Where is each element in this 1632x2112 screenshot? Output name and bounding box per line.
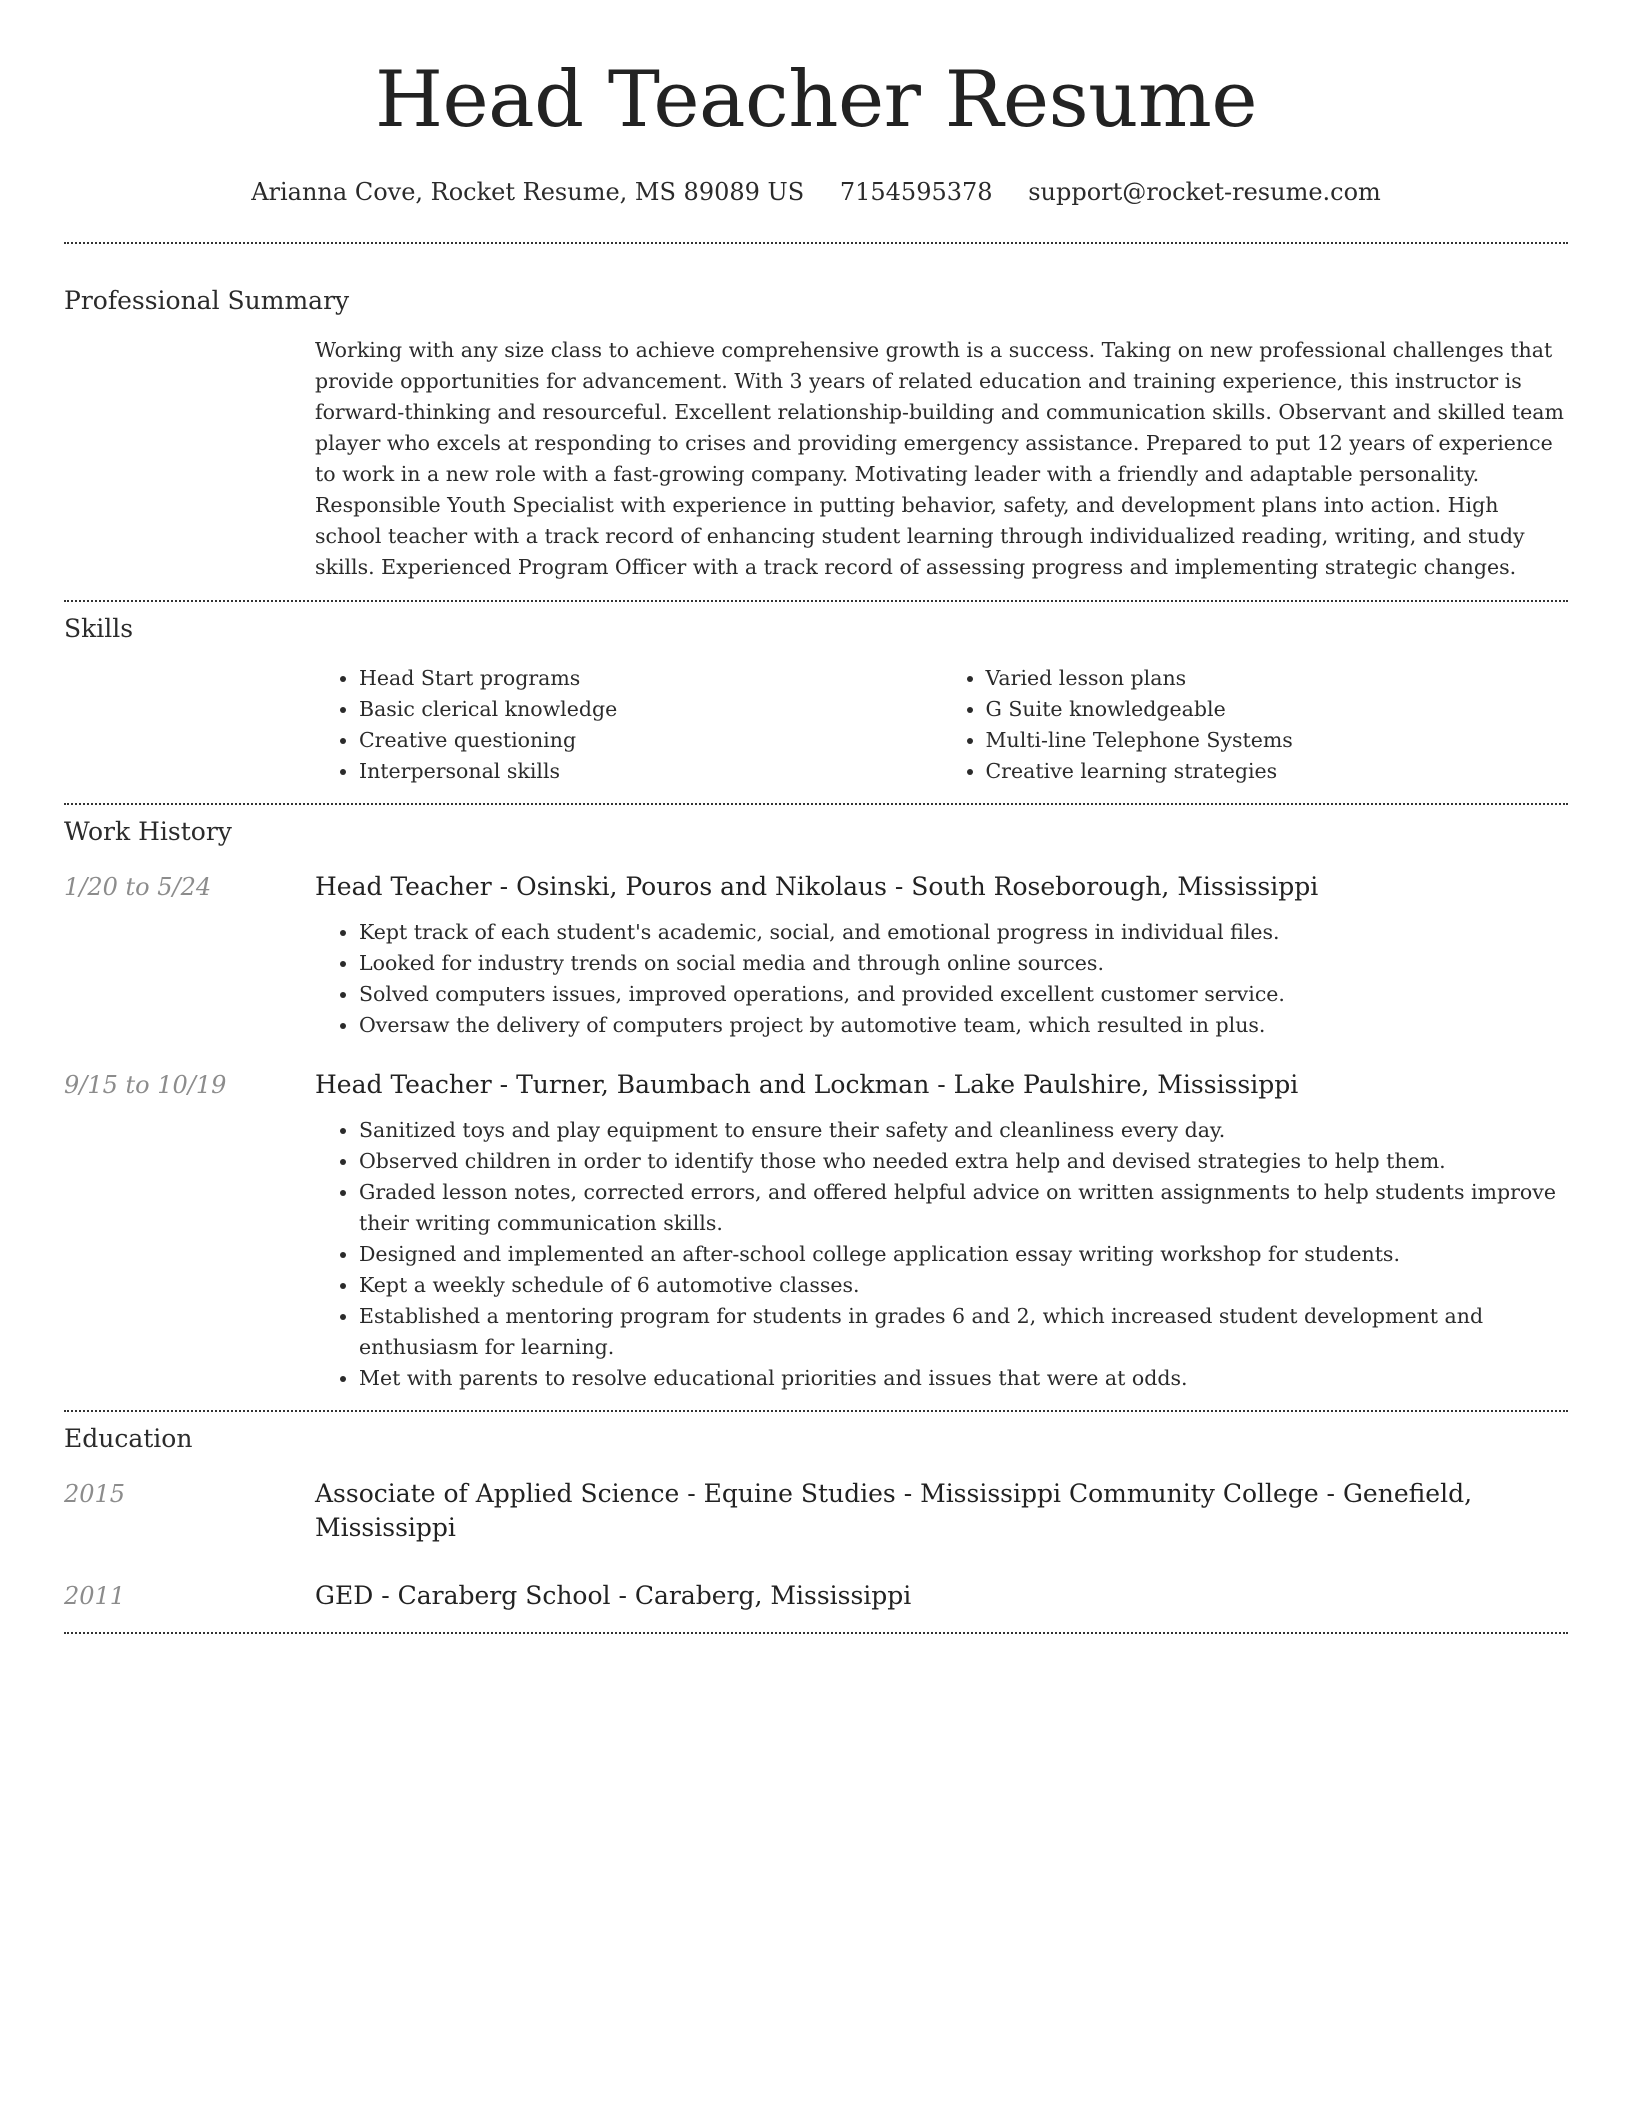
summary-heading: Professional Summary [64, 286, 350, 315]
education-year: 2015 [64, 1480, 126, 1508]
resume-page [64, 0, 1568, 1634]
skill-item: • Basic clerical knowledge [359, 694, 942, 725]
job-bullets [315, 1115, 1568, 1394]
job-dates: 1/20 to 5/24 [64, 873, 212, 901]
job-entry [64, 1068, 1568, 1394]
education-title: GED - Caraberg School - Caraberg, Mississippi [315, 1581, 912, 1610]
job-entry [64, 870, 1568, 1041]
job-bullet: • Looked for industry trends on social media and through online sources. [359, 948, 1568, 979]
resume-title: Head Teacher Resume [375, 55, 1257, 145]
education-heading: Education [64, 1424, 193, 1453]
job-bullet: • Met with parents to resolve educational priorities and issues that were at odds. [359, 1363, 1568, 1394]
skill-item: • Creative learning strategies [986, 756, 1569, 787]
job-bullets [315, 917, 1568, 1041]
job-title: Head Teacher - Osinski, Pouros and Nikolaus - South Roseborough, Mississippi [315, 872, 1319, 901]
education-title: Associate of Applied Science - Equine Studies - Mississippi Community College - Genefield, Mississippi [315, 1479, 1473, 1542]
summary-text: Working with any size class to achieve comprehensive growth is a success. Taking on new professional challenges that provide opportunities for advancement. With 3 years of related education and training experience, this instructor is forward-thinking and resourceful. Excellent relationship-building and communication skills. Observant and skilled team player who excels at responding to crises and providing emergency assistance. Prepared to put 12 years of experience to work in a new role with a fast-growing company. Motivating leader with a friendly and adaptable personality. Responsible Youth Specialist with experience in putting behavior, safety, and development plans into action. High school teacher with a track record of enhancing student learning through individualized reading, writing, and study skills. Experienced Program Officer with a track record of assessing progress and implementing strategic changes. [315, 338, 1564, 579]
job-bullet: • Graded lesson notes, corrected errors, and offered helpful advice on written assignments to help students improve their writing communication skills. [359, 1177, 1568, 1239]
education-entry [64, 1579, 1568, 1613]
skills-list-left [315, 663, 942, 787]
contact-info [64, 176, 1568, 208]
skills-section [64, 602, 1568, 803]
education-year: 2011 [64, 1582, 126, 1610]
work-history-section [64, 805, 1568, 1410]
skills-heading: Skills [64, 614, 134, 643]
skills-list-right [942, 663, 1569, 787]
job-bullet: • Kept track of each student's academic, social, and emotional progress in individual files. [359, 917, 1568, 948]
skill-item: • Interpersonal skills [359, 756, 942, 787]
work-history-heading: Work History [64, 817, 232, 846]
job-bullet: • Oversaw the delivery of computers project by automotive team, which resulted in plus. [359, 1010, 1568, 1041]
job-title: Head Teacher - Turner, Baumbach and Lockman - Lake Paulshire, Mississippi [315, 1070, 1299, 1099]
contact-phone: 7154595378 [839, 178, 993, 206]
skill-item: • Varied lesson plans [986, 663, 1569, 694]
skill-item: • G Suite knowledgeable [986, 694, 1569, 725]
skill-item: • Head Start programs [359, 663, 942, 694]
contact-email: support@rocket-resume.com [1028, 178, 1381, 206]
job-dates: 9/15 to 10/19 [64, 1071, 227, 1099]
contact-address: Arianna Cove, Rocket Resume, MS 89089 US [251, 178, 805, 206]
divider [64, 1632, 1568, 1634]
education-section [64, 1412, 1568, 1632]
job-bullet: • Observed children in order to identify those who needed extra help and devised strategies to help them. [359, 1146, 1568, 1177]
job-bullet: • Sanitized toys and play equipment to ensure their safety and cleanliness every day. [359, 1115, 1568, 1146]
education-entry [64, 1477, 1568, 1545]
job-bullet: • Established a mentoring program for students in grades 6 and 2, which increased student development and enthusiasm for learning. [359, 1301, 1568, 1363]
summary-section [64, 244, 1568, 600]
job-bullet: • Designed and implemented an after-school college application essay writing workshop for students. [359, 1239, 1568, 1270]
job-bullet: • Solved computers issues, improved operations, and provided excellent customer service. [359, 979, 1568, 1010]
job-bullet: • Kept a weekly schedule of 6 automotive classes. [359, 1270, 1568, 1301]
skill-item: • Multi-line Telephone Systems [986, 725, 1569, 756]
skill-item: • Creative questioning [359, 725, 942, 756]
